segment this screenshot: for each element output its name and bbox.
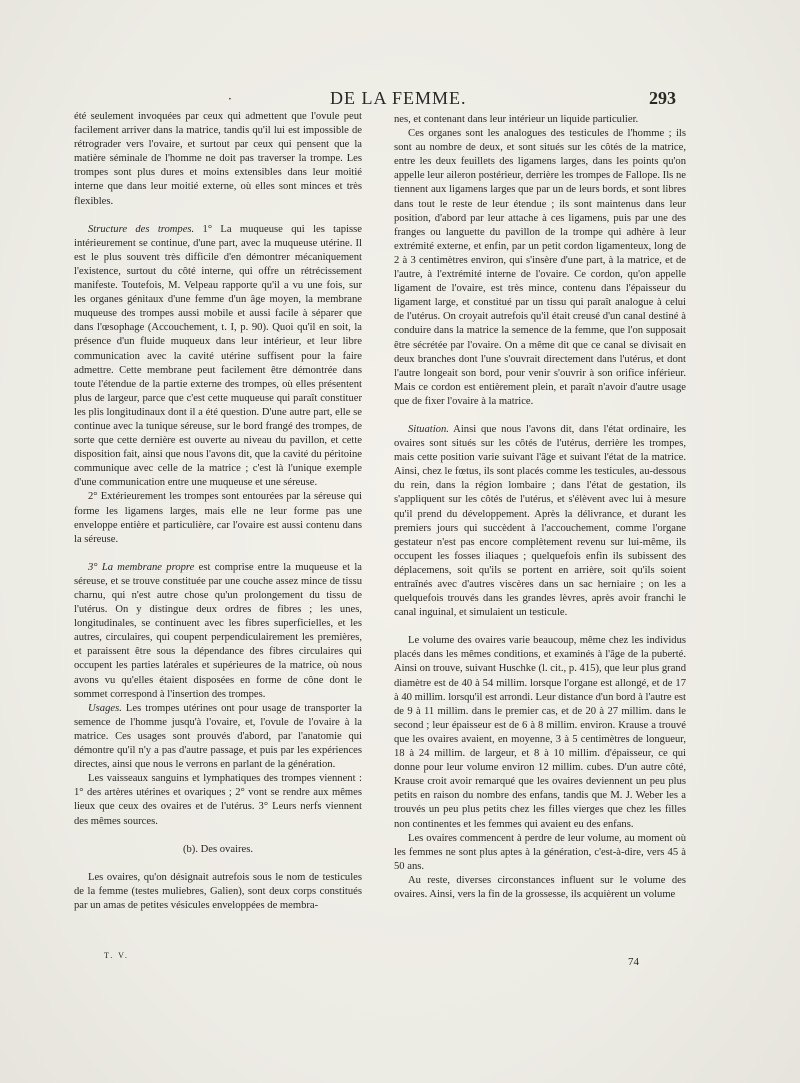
paragraph: Les ovaires, qu'on désignait autrefois sous le nom de testicules de la femme (testes muliebres, Galien), sont deux corps constitués par un amas de petites vésicules enveloppées de membra-: [74, 871, 362, 911]
paragraph-text: Au reste, diverses circonstances influent sur le volume des ovaires. Ainsi, vers la fin de la grossesse, ils acquièrent un volume: [394, 874, 686, 900]
paragraph: [394, 127, 686, 409]
running-header: DE LA FEMME.: [330, 88, 467, 108]
paragraph-text: 1° La muqueuse qui les tapisse intérieurement se continue, d'une part, avec la muqueuse utérine. Il est le plus souvent très difficile d'en démontrer mécaniquement l'existence, surtout du côté interne, qui offre un rétrécissement manifeste. Toutefois, M. Velpeau rapporte qu'il a vu une fois, sur les organes génitaux d'une femme d'un âge moyen, la membrane muqueuse des trompes aussi mobile et aussi facile à séparer que dans l'œsophage (Accouchement, t. I, p. 90). Quoi qu'il en soit, la présence d'un fluide muqueux dans leur intérieur, et leur libre communication avec la cavité utérine suffisent pour la faire admettre. Cette membrane peut facilement être démontrée dans toute l'étendue de la partie externe des trompes, où elles présentent plus de largeur, parce que c'est cette muqueuse qui paraît constituer les plis longitudinaux dont il a été question. D'une autre part, elle se continue avec la tunique séreuse, sur le bord frangé des trompes, de sorte que cette dernière est ouverte au niveau du pavillon, et cette disposition fait, ainsi que nous l'avons dit, que la cavité du péritoine communique avec celle de la matrice ; c'est là l'unique exemple d'une communication entre une muqueuse et une séreuse.: [74, 223, 362, 489]
paragraph: [394, 832, 686, 874]
paragraph-gap: [74, 829, 362, 843]
section-subheading: (b). Des ovaires.: [182, 843, 253, 855]
paragraph-gap: [394, 620, 686, 634]
paragraph-gap: [74, 547, 362, 561]
paragraph: [74, 561, 362, 702]
paragraph: [74, 110, 362, 209]
paragraph-text: est comprise entre la muqueuse et la séreuse, et se trouve constituée par une couche assez mince de tissu charnu, qui n'est autre chose qu'un prolongement du tissu de l'utérus. On y distingue deux ordres de fibres ; les unes, longitudinales, se continuent avec les fibres superficielles, et les autres, circulaires, qui coupent perpendiculairement les premières, et paraissent être sous la dépendance des fibres circulaires qui occupent les parties latérales et supérieures de la matrice, où nous avons vu qu'elles étaient disposées en forme de cône dont le sommet correspond à l'insertion des trompes.: [74, 561, 363, 700]
paragraph-text: Ces organes sont les analogues des testicules de l'homme ; ils sont au nombre de deux, et sont situés sur les côtés de la matrice, entre les deux feuillets des ligamens larges, dans les points qu'on appelle leur aileron postérieur, derrière les trompes de Fallope. Ils ne tiennent aux ligamens larges que par un de leurs bords, et sont libres dans tout le reste de leur étendue ; ils sont maintenus dans leur position, d'abord par leur attache à ces ligamens, puis par une des franges ou languette du pavillon de la trompe qui adhère à leur extrémité externe, et enfin, par un petit cordon ligamenteux, long de 2 à 3 centimètres environ, qui s'insère d'une part, à la matrice, et de l'autre, à l'extrémité interne de l'ovaire. Ce cordon, qu'on appelle ligament de l'ovaire, est très mince, contenu dans l'épaisseur du ligament large, et constitué par un tissu qui paraît analogue à celui de l'utérus. On croyait autrefois qu'il était creusé d'un canal destiné à conduire dans la matrice la semence de la femme, que l'on supposait être sécrétée par l'ovaire. On a même dit que ce canal se divisait en deux branches dont l'une s'ouvrait directement dans l'utérus, et dont l'autre longeait son bord, pour venir s'ouvrir à son orifice inférieur. Mais ce cordon est entièrement plein, et paraît n'avoir d'autre usage que de fixer l'ovaire à la matrice.: [394, 128, 686, 407]
paragraph: [74, 702, 362, 772]
right-column: [394, 113, 686, 902]
paragraph-lead: 3° La membrane propre: [88, 561, 195, 573]
paragraph: [74, 223, 362, 491]
paragraph-gap: [394, 409, 686, 423]
sheet-number: 74: [628, 956, 639, 968]
paragraph: [394, 634, 686, 831]
paragraph-text: 2° Extérieurement les trompes sont entourées par la séreuse qui forme les ligamens larges, mais elle ne leur forme pas une enveloppe entière et particulière, car l'ovaire est aussi contenu dans la séreuse.: [74, 491, 362, 545]
signature-mark: T. V.: [104, 951, 129, 960]
paragraph-lead: Usages.: [88, 702, 122, 714]
paragraph: [74, 490, 362, 546]
paragraph: [394, 874, 686, 902]
paragraph-text: Le volume des ovaires varie beaucoup, même chez les individus placés dans les mêmes conditions, et examinés à l'âge de la puberté. Ainsi on trouve, suivant Huschke (l. cit., p. 415), que leur plus grand diamètre est de 40 à 54 millim. lorsque l'organe est allongé, et de 17 à 40 millim. lorsqu'il est arrondi. Leur distance d'un bord à l'autre est de 9 à 11 millim. dans le premier cas, et de 20 à 27 millim. dans le second ; leur épaisseur est de 6 à 8 millim. environ. Krause a trouvé que les ovaires avaient, en moyenne, 3 à 5 centimètres de longueur, 18 à 24 millim. de largeur, et 8 à 10 millim. d'épaisseur, ce qui donne pour leur volume environ 12 millim. cubes. D'un autre côté, Krause croit avoir remarqué que les ovaires deviennent un peu plus petits en raison du nombre des enfans, tandis que M. J. Weber les a trouvés un peu plus petits chez les filles vierges que chez les filles non continentes et les femmes qui avaient eu des enfans.: [394, 635, 686, 830]
paragraph-text: Ainsi que nous l'avons dit, dans l'état ordinaire, les ovaires sont situés sur les côtés de l'utérus, derrière les trompes, mais cette position varie suivant l'âge et suivant l'état de la matrice. Ainsi, chez le fœtus, ils sont placés comme les testicules, au-dessous du rein, dans la région lombaire ; dans l'état de gestation, ils s'appliquent sur les côtés de l'utérus, et s'élèvent avec lui à mesure qu'il prend du développement. Après la délivrance, et durant les premiers jours qui succèdent à l'accouchement, comme l'organe gestateur n'est pas encore complètement revenu sur lui-même, ils occupent les fosses iliaques ; quelquefois enfin ils subissent des déplacemens, soit qu'ils se portent en arrière, soit qu'ils soient entraînés avec d'autres viscères dans un sac herniaire ; on les a quelquefois trouvés dans les grandes lèvres, après avoir franchi le canal inguinal, et simulaient un testicule.: [394, 423, 686, 619]
paragraph-gap: [74, 209, 362, 223]
left-column: [74, 110, 362, 913]
paragraph-text: nes, et contenant dans leur intérieur un liquide particulier.: [394, 114, 639, 125]
header-dot: ·: [228, 92, 232, 106]
paragraph-text: Les ovaires commencent à perdre de leur volume, au moment où les femmes ne sont plus aptes à la génération, c'est-à-dire, vers 45 à 50 ans.: [394, 832, 686, 872]
paragraph-text: Les trompes utérines ont pour usage de transporter la semence de l'homme jusqu'à l'ovaire, et, l'ovule de l'ovaire à la matrice. Ces usages sont prouvés d'abord, par l'anatomie qui démontre qu'il n'y a pas d'autre passage, et puis par les expériences directes, ainsi que nous le verrons en parlant de la génération.: [74, 702, 362, 771]
paragraph: [74, 772, 362, 828]
paragraph-gap: [74, 857, 362, 871]
paragraph-lead: Situation.: [408, 423, 449, 435]
paragraph: [394, 423, 686, 620]
page-number: 293: [649, 88, 676, 108]
paragraph-lead: Structure des trompes.: [88, 223, 195, 235]
paragraph: [394, 113, 686, 127]
paragraph-text: Les vaisseaux sanguins et lymphatiques des trompes viennent : 1° des artères utérines et ovariques ; 2° vont se rendre aux mêmes lieux que ceux des ovaires et de l'utérus. 3° Leurs nerfs viennent des mêmes sources.: [74, 773, 362, 827]
paragraph-text: été seulement invoquées par ceux qui admettent que l'ovule peut facilement arriver dans la matrice, tandis qu'il lui est impossible de rétrograder vers l'ovaire, et surtout par ceux qui pensent que la matière séminale de l'homme ne doit pas traverser la trompe. Les trompes sont plus dures et moins extensibles dans leur moitié interne que dans leur moitié externe, où elles sont minces et très flexibles.: [74, 111, 362, 207]
